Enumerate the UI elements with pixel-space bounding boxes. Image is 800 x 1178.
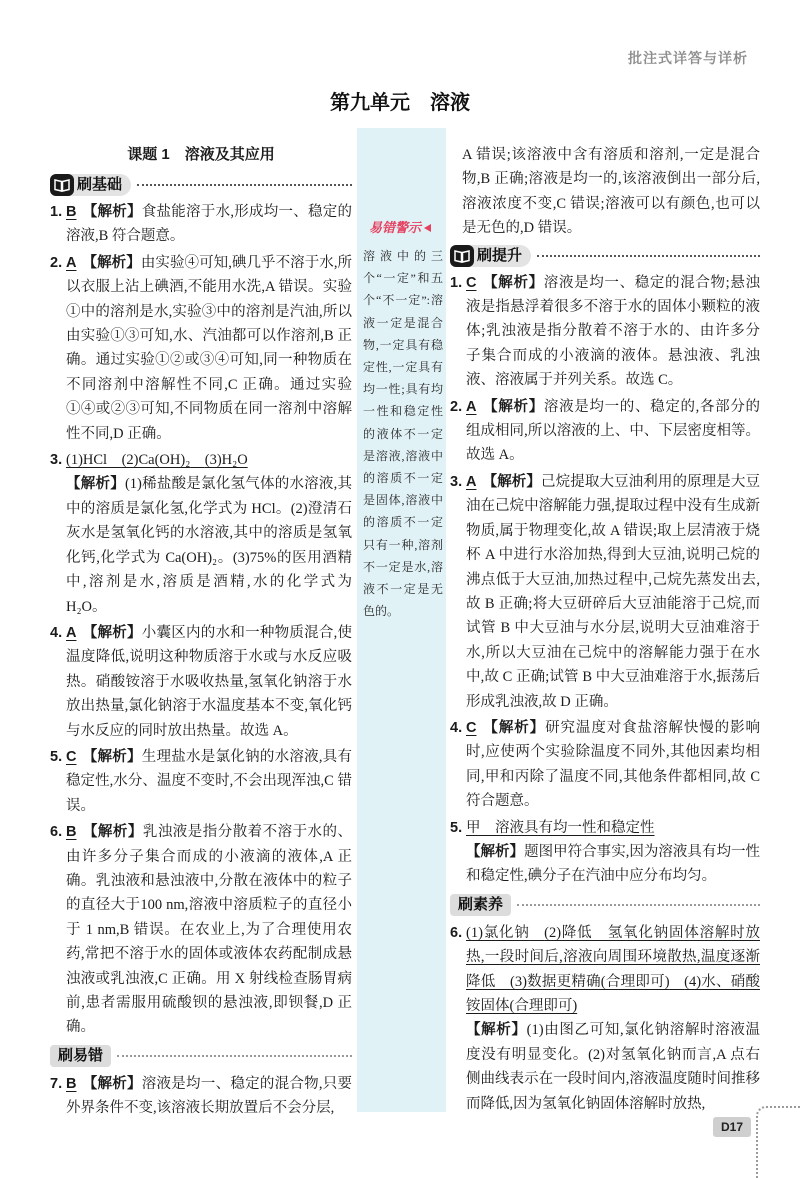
answer-item xyxy=(50,820,352,1040)
analysis-text: 食盐能溶于水,形成均一、稳定的溶液,B 符合题意。 xyxy=(66,204,353,245)
answer-line xyxy=(466,921,760,1019)
analysis-block xyxy=(66,472,352,618)
analysis-label: 【解析】 xyxy=(482,719,546,736)
answer-item xyxy=(50,1072,352,1121)
side-note-label-text: 易错警示 xyxy=(369,220,422,235)
analysis-label: 【解析】 xyxy=(82,624,142,641)
analysis-text: 己烷提取大豆油利用的原理是大豆油在己烷中溶解能力强,提取过程中没有生成新物质,属于物理变化,故 A 错误;取上层清液于烧杯 A 中进行水浴加热,得到大豆油,说明己烷的沸点低于大豆油,加热过程中,己烷先蒸发出去,故 B 正确;将大豆研碎后大豆油能溶于己烷,而试管 B 中大豆油与水分层,说明大豆油难溶于水,所以大豆油在己烷中的溶解能力强于在水中,故 C 正确;试管 B 中大豆油难溶于水,振荡后形成乳浊液,故 D 正确。 xyxy=(466,473,760,710)
answer-part: (1)氯化钠 xyxy=(466,924,530,941)
answer-group xyxy=(466,925,760,1014)
answer-choice: C xyxy=(466,719,477,736)
analysis-label: 【解析】 xyxy=(82,748,142,765)
answer-choice: A xyxy=(66,254,77,271)
lesson-title: 课题 1 溶液及其应用 xyxy=(127,146,275,163)
analysis-label: 【解析】 xyxy=(82,1075,142,1092)
analysis-label: 【解析】 xyxy=(482,398,544,415)
item-number: 2. xyxy=(50,254,63,271)
section-tag xyxy=(450,245,531,267)
book-icon xyxy=(450,245,474,267)
item-number: 1. xyxy=(450,274,463,291)
analysis-text: 生理盐水是氯化钠的水溶液,具有稳定性,水分、温度不变时,不会出现浑浊,C 错误。 xyxy=(66,748,353,814)
answer-item xyxy=(450,271,760,393)
answer-choice: C xyxy=(66,748,77,765)
answer-part: (2)Ca(OH)₂ xyxy=(121,452,191,469)
section-title: 刷易错 xyxy=(58,1046,104,1064)
item-number: 5. xyxy=(50,748,63,765)
analysis-label: 【解析】 xyxy=(66,476,125,493)
section-banner-advance xyxy=(450,245,760,267)
book-icon xyxy=(50,174,74,196)
analysis-label: 【解析】 xyxy=(82,204,142,220)
section-title: 刷提升 xyxy=(477,246,523,264)
analysis-block xyxy=(466,840,760,889)
answer-item xyxy=(50,200,352,249)
answer-choice: A xyxy=(466,398,477,415)
corner-decoration xyxy=(756,1106,800,1178)
dotted-divider xyxy=(517,904,760,906)
answer-line xyxy=(66,448,352,472)
series-title: 批注式详答与详析 xyxy=(628,50,748,66)
answer-group xyxy=(466,820,655,836)
page-number: D17 xyxy=(713,1117,751,1137)
answer-choice: A xyxy=(466,473,477,490)
analysis-label: 【解析】 xyxy=(466,843,525,860)
answer-item xyxy=(450,395,760,468)
page-title: 第九单元 溶液 xyxy=(330,92,470,114)
analysis-text: 研究温度对食盐溶解快慢的影响时,应使两个实验除温度不同外,其他因素均相同,甲和丙除了温度不同,其他条件都相同,故 C 符合题意。 xyxy=(466,719,761,810)
analysis-label: 【解析】 xyxy=(82,824,143,841)
item-number: 3. xyxy=(450,473,463,490)
side-note-text: 溶液中的三个“一定”和五个“不一定”:溶液一定是混合物,一定具有稳定性,一定具有均一性;具有均一性和稳定性的液体不一定是溶液,溶液中的溶质不一定是固体,溶液中的溶质不一定只有一种,溶剂不一定是水,溶液不一定是无色的。 xyxy=(363,249,443,619)
item-number: 3. xyxy=(50,452,63,469)
left-column xyxy=(50,143,352,1121)
section-tag xyxy=(50,174,131,196)
section-title: 刷基础 xyxy=(77,176,123,193)
analysis-label: 【解析】 xyxy=(482,473,542,490)
item-number: 1. xyxy=(50,204,63,220)
right-column xyxy=(450,143,760,1116)
section-banner-error xyxy=(50,1045,352,1067)
dotted-divider xyxy=(137,184,352,186)
answer-choice: B xyxy=(66,1075,77,1092)
answer-choice: B xyxy=(66,204,77,220)
item-number: 4. xyxy=(50,624,63,641)
answer-item xyxy=(50,251,352,446)
section-tag xyxy=(50,1045,111,1067)
item-number: 6. xyxy=(450,924,463,941)
section-title: 刷素养 xyxy=(458,895,504,913)
section-banner-basic xyxy=(50,174,352,196)
answer-choice: A xyxy=(66,624,77,641)
answer-choice: C xyxy=(466,274,477,291)
analysis-text: 溶液是均一、稳定的混合物,只要外界条件不变,该溶液长期放置后不会分层, xyxy=(66,1075,353,1117)
analysis-text: 由实验④可知,碘几乎不溶于水,所以衣服上沾上碘酒,不能用水洗,A 错误。实验①中的溶剂是水,实验③中的溶剂是汽油,所以由实验①③可知,水、汽油都可以作溶剂,B 正确。通过实验①②或③④可知,同一种物质在不同溶剂中溶解性不同,C 正确。通过实验①④或②③可知,不同物质在同一溶剂中溶解性不同,D 正确。 xyxy=(66,254,353,442)
answer-part: (2)降低 氢氧化钠固体溶解时放热,一段时间后,溶液向周围环境散热,温度逐渐降低 xyxy=(466,924,760,990)
continued-analysis-text: A 错误;该溶液中含有溶质和溶剂,一定是混合物,B 正确;溶液是均一的,该溶液倒出一部分后,溶液浓度不变,C 错误;溶液可以有颜色,也可以是无色的,D 错误。 xyxy=(462,147,760,237)
answer-line xyxy=(466,816,760,840)
answer-item xyxy=(450,816,760,889)
dotted-divider xyxy=(537,255,760,257)
analysis-text: (1)稀盐酸是氯化氢气体的水溶液,其中的溶质是氯化氢,化学式为 HCl。(2)澄清石灰水是氢氧化钙的水溶液,其中的溶质是氢氧化钙,化学式为 Ca(OH)₂。(3)75%的医用酒精中,溶剂是水,溶质是酒精,水的化学式为 H₂O。 xyxy=(66,476,353,615)
answer-item xyxy=(450,470,760,714)
answer-part: (3)H₂O xyxy=(204,452,248,469)
dotted-divider xyxy=(117,1055,352,1057)
item-number: 7. xyxy=(50,1075,63,1092)
answer-item xyxy=(450,716,760,814)
analysis-text: 乳浊液是指分散着不溶于水的、由许多分子集合而成的小液滴的液体,A 正确。乳浊液和悬浊液中,分散在液体中的粒子的直径大于100 nm,溶液中溶质粒子的直径小于 1 nm,B 错误。在农业上,为了合理使用农药,常把不溶于水的固体或液体农药配制成悬浊液或乳浊液,C 正确。用 X 射线检查肠胃病前,患者需服用硫酸钡的悬浊液,即钡餐,D 正确。 xyxy=(66,824,353,1036)
section-banner-literacy xyxy=(450,894,760,916)
answer-part: (1)HCl xyxy=(66,452,108,469)
answer-item xyxy=(50,745,352,818)
answer-item xyxy=(50,448,352,619)
answer-part: 溶液具有均一性和稳定性 xyxy=(495,819,655,836)
answer-part: (3)数据更精确(合理即可) xyxy=(509,973,670,990)
side-note-label xyxy=(369,219,431,237)
analysis-text: 溶液是均一的、稳定的,各部分的组成相同,所以溶液的上、中、下层密度相等。故选 A。 xyxy=(466,398,761,464)
answer-item xyxy=(50,621,352,743)
item-number: 4. xyxy=(450,719,463,736)
item-number: 2. xyxy=(450,398,463,415)
section-tag xyxy=(450,894,511,916)
answer-choice: B xyxy=(66,824,77,841)
answer-item xyxy=(450,921,760,1116)
analysis-text: (1)由图乙可知,氯化钠溶解时溶液温度没有明显变化。(2)对氢氧化钠而言,A 点右侧曲线表示在一段时间内,溶液温度随时间推移而降低,因为氢氧化钠固体溶解时放热, xyxy=(466,1022,760,1112)
answer-part: 甲 xyxy=(466,819,481,836)
analysis-label: 【解析】 xyxy=(466,1022,527,1039)
analysis-block xyxy=(466,1018,760,1116)
triangle-left-icon xyxy=(424,224,431,232)
item-number: 5. xyxy=(450,819,463,836)
answer-part: (4)水、硝酸铵固体(合理即可) xyxy=(466,973,760,1014)
item-number: 6. xyxy=(50,824,63,841)
answer-group xyxy=(66,452,248,468)
analysis-label: 【解析】 xyxy=(482,274,544,291)
analysis-text: 小囊区内的水和一种物质混合,使温度降低,说明这种物质溶于水或与水反应吸热。硝酸铵溶于水吸收热量,氢氧化钠溶于水放出热量,氯化钠溶于水温度基本不变,氧化钙与水反应的同时放出热量。故选 A。 xyxy=(66,624,353,739)
analysis-text: 题图甲符合事实,因为溶液具有均一性和稳定性,碘分子在汽油中应分布均匀。 xyxy=(466,843,761,885)
analysis-label: 【解析】 xyxy=(82,254,141,271)
analysis-text: 溶液是均一、稳定的混合物;悬浊液是指悬浮着很多不溶于水的固体小颗粒的液体;乳浊液是指分散着不溶于水的、由许多分子集合而成的小液滴的液体。悬浊液、乳浊液、溶液属于并列关系。故选 C。 xyxy=(466,274,761,389)
